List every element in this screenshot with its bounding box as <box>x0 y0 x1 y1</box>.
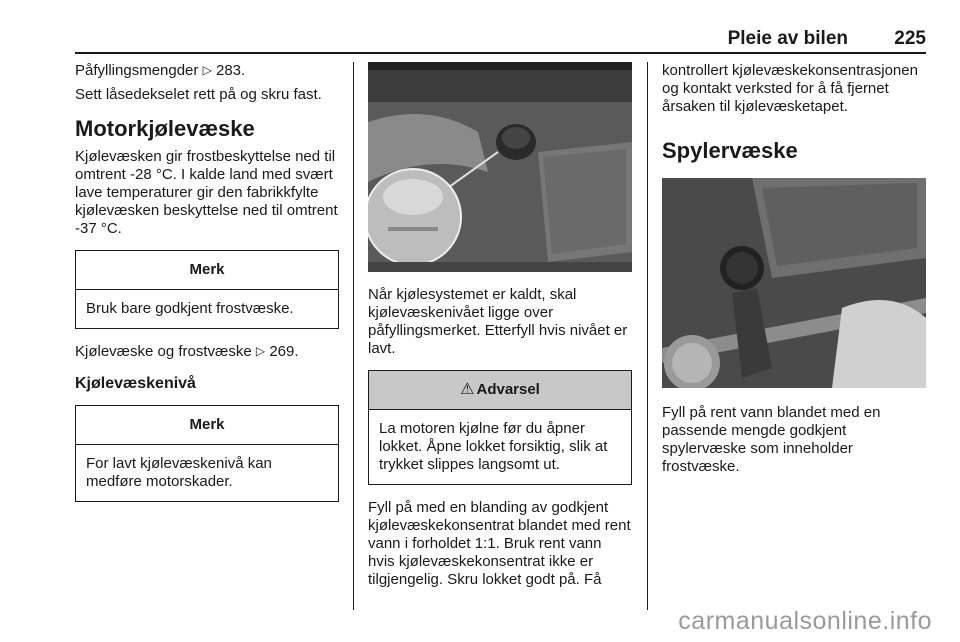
warning-body: La motoren kjølne før du åpner lokket. Åpne lokket forsiktig, slik at trykket slippes langsomt ut. <box>379 420 608 473</box>
note-title: Merk <box>76 406 338 445</box>
column-middle <box>368 62 632 589</box>
washer-fluid-photo <box>662 178 926 388</box>
page-ref-link[interactable]: 283. <box>215 62 246 79</box>
paragraph: Kjølevæsken gir frostbeskyttelse ned til omtrent -28 °C. I kalde land med svært lave temperaturer gir den fabrikkfylte kjølevæsken beskyttelse ned til omtrent -37 °C. <box>75 148 338 237</box>
ref-arrow-icon: ▷ <box>255 344 266 358</box>
subsection-heading: Kjølevæskenivå <box>75 375 196 392</box>
paragraph: Fyll på rent vann blandet med en passende mengde godkjent spylervæske som inneholder frostvæske. <box>662 404 881 475</box>
page-ref-link[interactable]: 269. <box>269 343 299 360</box>
note-body: Bruk bare godkjent frostvæske. <box>86 300 294 317</box>
paragraph-text: Kjølevæske og frostvæske <box>75 343 252 360</box>
column-divider <box>353 62 354 610</box>
note-box <box>75 250 339 329</box>
page-number: 225 <box>894 28 926 49</box>
column-divider <box>647 62 648 610</box>
paragraph: kontrollert kjølevæskekonsentrasjonen og kontakt verksted for å få fjernet årsaken til kjølevæsketapet. <box>662 62 918 115</box>
warning-triangle-icon: ⚠ <box>460 381 475 398</box>
warning-box <box>368 370 632 485</box>
paragraph: Fyll på med en blanding av godkjent kjølevæskekonsentrat blandet med rent vann i forholdet 1:1. Bruk rent vann hvis kjølevæskekonsentrat ikke er tilgjengelig. Skru lokket godt på. Få <box>368 499 631 588</box>
note-box <box>75 405 339 502</box>
paragraph <box>75 62 339 80</box>
column-right <box>662 62 926 476</box>
section-heading: Spylervæske <box>662 138 798 163</box>
section-heading: Motorkjølevæske <box>75 116 255 141</box>
warning-title <box>369 371 631 410</box>
note-body: For lavt kjølevæskenivå kan medføre motorskader. <box>86 455 272 490</box>
warning-title-text: Advarsel <box>476 381 540 398</box>
page-header <box>75 28 926 54</box>
ref-arrow-icon: ▷ <box>202 63 212 77</box>
page-header-title: Pleie av bilen <box>727 28 848 49</box>
paragraph-text: Påfyllingsmengder <box>75 62 199 79</box>
paragraph: Sett låsedekselet rett på og skru fast. <box>75 86 322 103</box>
coolant-reservoir-photo <box>368 62 632 272</box>
column-left <box>75 62 339 516</box>
note-title: Merk <box>76 251 338 290</box>
paragraph: Når kjølesystemet er kaldt, skal kjølevæskenivået ligge over påfyllingsmerket. Etterfyll hvis nivået er lavt. <box>368 286 628 357</box>
watermark: carmanualsonline.info <box>678 607 932 635</box>
paragraph <box>75 343 339 361</box>
